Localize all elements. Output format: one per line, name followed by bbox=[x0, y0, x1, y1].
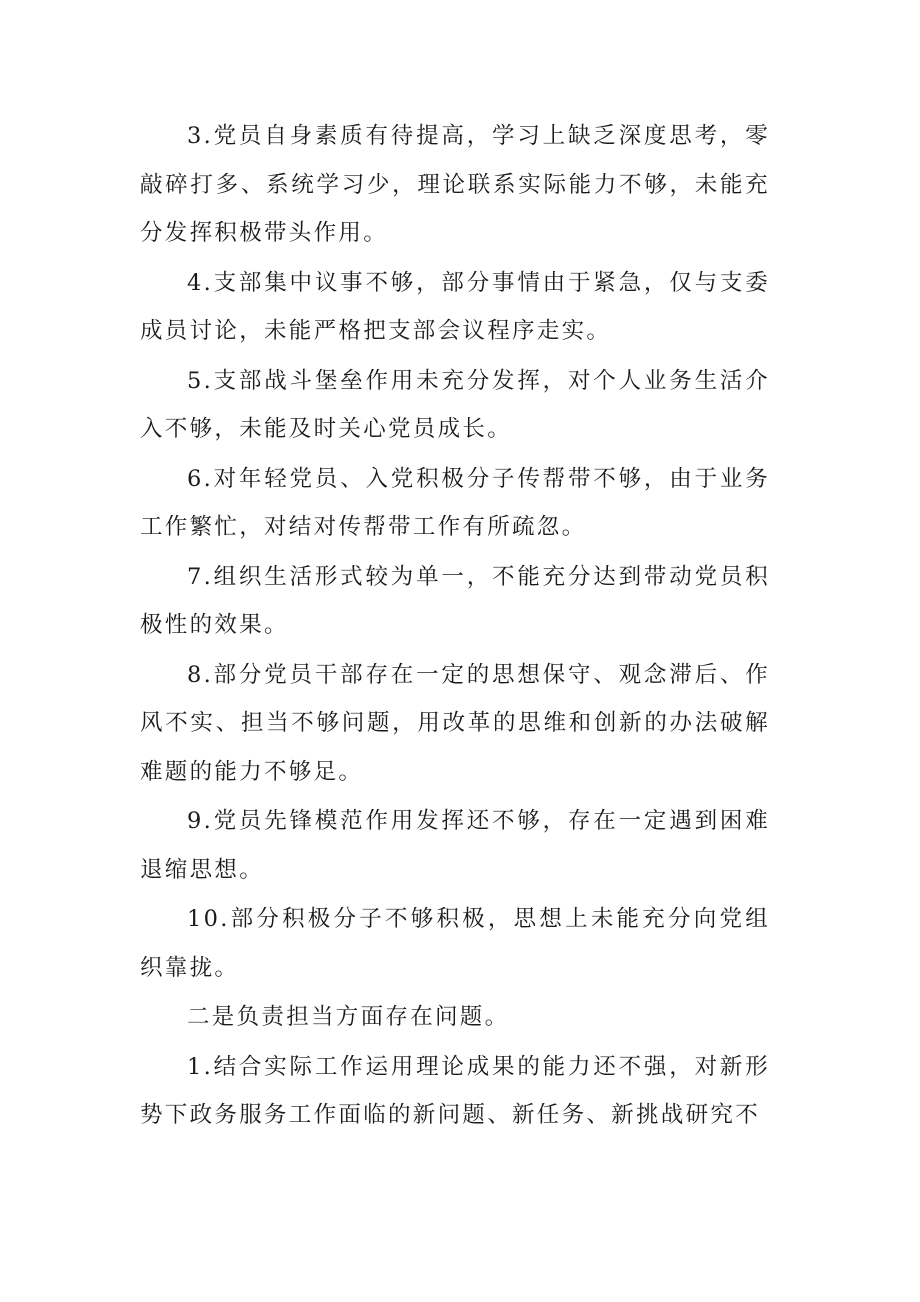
paragraph-item-7: 7.组织生活形式较为单一，不能充分达到带动党员积极性的效果。 bbox=[140, 563, 770, 638]
paragraph-item-5: 5.支部战斗堡垒作用未充分发挥，对个人业务生活介入不够，未能及时关心党员成长。 bbox=[140, 367, 770, 442]
paragraph-item-1: 1.结合实际工作运用理论成果的能力还不强，对新形势下政务服务工作面临的新问题、新任务、新挑战研究不 bbox=[140, 1053, 770, 1128]
section-heading-responsibility: 二是负责担当方面存在问题。 bbox=[187, 1004, 510, 1030]
paragraph-item-10: 10.部分积极分子不够积极，思想上未能充分向党组织靠拢。 bbox=[140, 906, 770, 981]
paragraph-item-4: 4.支部集中议事不够，部分事情由于紧急，仅与支委成员讨论，未能严格把支部会议程序走实。 bbox=[140, 269, 770, 344]
paragraph-item-6: 6.对年轻党员、入党积极分子传帮带不够，由于业务工作繁忙，对结对传帮带工作有所疏忽。 bbox=[140, 465, 770, 540]
document-body bbox=[140, 112, 770, 1140]
paragraph-item-9: 9.党员先锋模范作用发挥还不够，存在一定遇到困难退缩思想。 bbox=[140, 808, 770, 883]
paragraph-item-3: 3.党员自身素质有待提高，学习上缺乏深度思考，零敲碎打多、系统学习少，理论联系实际能力不够，未能充分发挥积极带头作用。 bbox=[140, 123, 770, 246]
paragraph-item-8: 8.部分党员干部存在一定的思想保守、观念滞后、作风不实、担当不够问题，用改革的思维和创新的办法破解难题的能力不够足。 bbox=[140, 661, 770, 785]
